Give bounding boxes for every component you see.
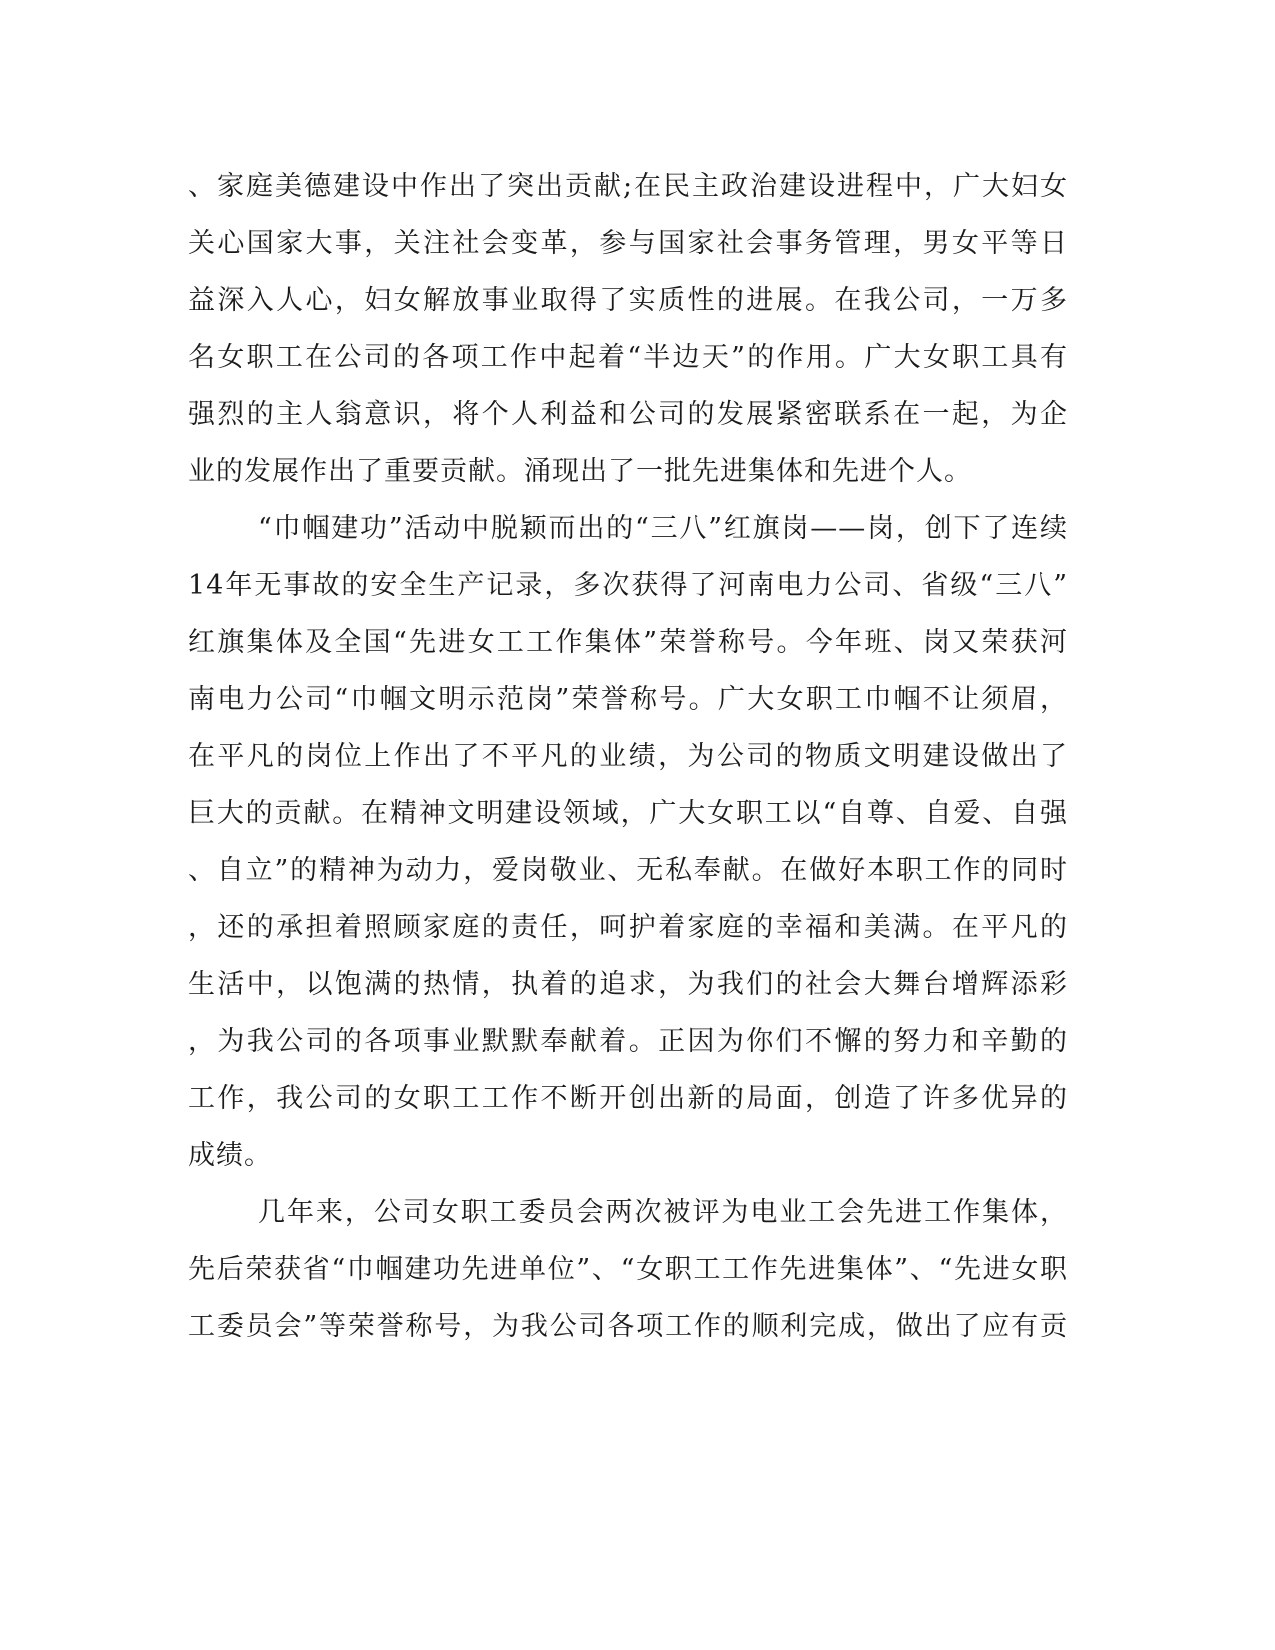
text-line: 业的发展作出了重要贡献。涌现出了一批先进集体和先进个人。 bbox=[188, 456, 972, 487]
text-line: 在平凡的岗位上作出了不平凡的业绩，为公司的物质文明建设做出了 bbox=[188, 741, 1068, 772]
text-line: 14年无事故的安全生产记录，多次获得了河南电力公司、省级“三八” bbox=[188, 570, 1068, 601]
text-line: 南电力公司“巾帼文明示范岗”荣誉称号。广大女职工巾帼不让须眉， bbox=[188, 684, 1068, 715]
text-line: 工委员会”等荣誉称号，为我公司各项工作的顺利完成，做出了应有贡 bbox=[188, 1311, 1068, 1342]
text-line: 益深入人心，妇女解放事业取得了实质性的进展。在我公司，一万多 bbox=[188, 285, 1068, 316]
text-line: 强烈的主人翁意识，将个人利益和公司的发展紧密联系在一起，为企 bbox=[188, 399, 1068, 430]
paragraph-first-line: 几年来，公司女职工委员会两次被评为电业工会先进工作集体， bbox=[258, 1197, 1068, 1228]
text-line: 名女职工在公司的各项工作中起着“半边天”的作用。广大女职工具有 bbox=[188, 342, 1068, 373]
text-line: 、家庭美德建设中作出了突出贡献;在民主政治建设进程中，广大妇女 bbox=[188, 171, 1068, 202]
text-line: ，还的承担着照顾家庭的责任，呵护着家庭的幸福和美满。在平凡的 bbox=[188, 912, 1068, 943]
text-line: 红旗集体及全国“先进女工工作集体”荣誉称号。今年班、岗又荣获河 bbox=[188, 627, 1068, 658]
text-line: 关心国家大事，关注社会变革，参与国家社会事务管理，男女平等日 bbox=[188, 228, 1068, 259]
text-line: 成绩。 bbox=[188, 1140, 272, 1171]
text-line: 先后荣获省“巾帼建功先进单位”、“女职工工作先进集体”、“先进女职 bbox=[188, 1254, 1068, 1285]
text-line: 、自立”的精神为动力，爱岗敬业、无私奉献。在做好本职工作的同时 bbox=[188, 855, 1068, 886]
paragraph-first-line: “巾帼建功”活动中脱颖而出的“三八”红旗岗——岗，创下了连续 bbox=[258, 513, 1068, 544]
text-line: 巨大的贡献。在精神文明建设领域，广大女职工以“自尊、自爱、自强 bbox=[188, 798, 1068, 829]
body-text bbox=[188, 158, 1068, 1355]
text-line: 生活中，以饱满的热情，执着的追求，为我们的社会大舞台增辉添彩 bbox=[188, 969, 1068, 1000]
text-line: ，为我公司的各项事业默默奉献着。正因为你们不懈的努力和辛勤的 bbox=[188, 1026, 1068, 1057]
text-line: 工作，我公司的女职工工作不断开创出新的局面，创造了许多优异的 bbox=[188, 1083, 1068, 1114]
